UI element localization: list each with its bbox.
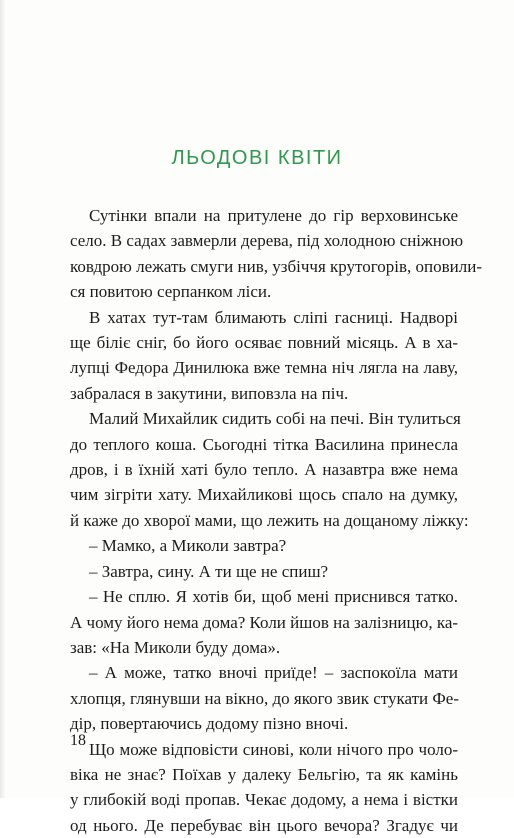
paragraph (70, 584, 458, 660)
text-line: ся повитою серпанком ліси. (70, 282, 272, 302)
paragraph (70, 737, 458, 838)
paragraph (70, 660, 458, 736)
paragraph (70, 406, 469, 533)
page-number: 18 (70, 732, 86, 749)
text-line: – А може, татко вночі приїде! – заспокоїла мати (89, 663, 458, 683)
text-line: – Завтра, сину. А ти ще не спиш? (89, 561, 329, 581)
text-line: чим зігріти хату. Михайликові щось спало на думку, (70, 485, 458, 505)
text-line: Що може відповісти синові, коли нічого про чоло- (89, 739, 458, 759)
text-line: село. В садах завмерли дерева, під холодною сніжною (70, 231, 464, 251)
text-line: ковдрою лежать смуги нив, узбіччя крутогорів, оповили- (70, 256, 483, 276)
text-line: дір, повертаючись додому пізно вночі. (70, 714, 349, 734)
paragraph (70, 203, 483, 305)
paragraph (70, 559, 458, 584)
spine-shadow (0, 0, 6, 798)
body-text (70, 203, 483, 838)
text-line: хлопця, глянувши на вікно, до якого звик стукати Фе- (70, 688, 460, 708)
text-line: зав: «На Миколи буду дома». (70, 637, 281, 657)
paragraph (70, 533, 458, 558)
text-line: Сутінки впали на притулене до гір верховинське (89, 206, 458, 225)
text-line: Малий Михайлик сидить собі на печі. Він тулиться (89, 409, 461, 429)
text-line: од нього. Де перебуває він цього вечора? Згадує чи (70, 815, 458, 835)
text-line: А чому його нема дома? Коли йшов на залізницю, ка- (70, 612, 459, 632)
text-line: – Мамко, а Миколи завтра? (89, 536, 287, 556)
paragraph (70, 305, 458, 407)
text-line: В хатах тут-там блимають сліпі гасниці. Надворі (89, 307, 458, 327)
text-line: дров, і в їхній хаті було тепло. А назавтра вже нема (70, 460, 458, 480)
text-line: до теплого коша. Сьогодні тітка Василина принесла (70, 434, 458, 454)
text-line: ще біліє сніг, бо його осяває повний місяць. А в ха- (70, 333, 458, 353)
text-line: – Не сплю. Я хотів би, щоб мені приснився татко. (89, 587, 458, 607)
chapter-title: ЛЬОДОВІ КВІТИ (171, 147, 343, 169)
text-line: у глибокій воді пропав. Чекає додому, а нема і вістки (70, 790, 458, 810)
text-line: забралася в закутини, виповзла на піч. (70, 383, 349, 403)
text-line: й каже до хворої мами, що лежить на дощаному ліжку: (70, 510, 469, 530)
text-line: лупці Федора Динилюка вже темна ніч лягла на лаву, (70, 358, 458, 378)
text-line: віка не знає? Поїхав у далеку Бельгію, та як камінь (70, 764, 458, 784)
